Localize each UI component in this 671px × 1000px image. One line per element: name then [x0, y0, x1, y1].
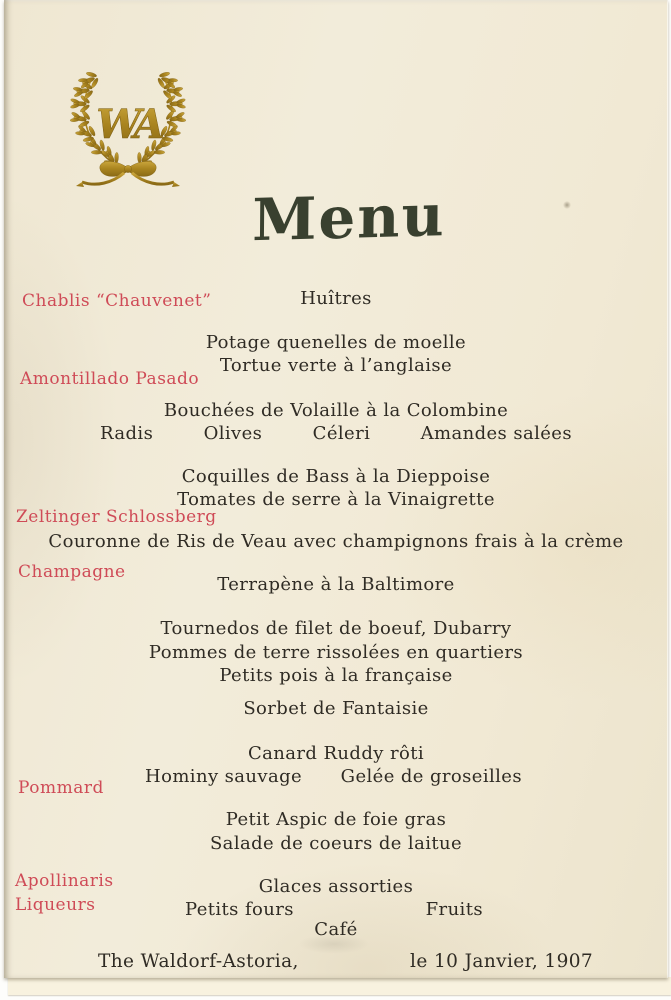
menu-item-bouchees: Bouchées de Volaille à la Colombine: [163, 400, 509, 421]
wine-label-amontillado: Amontillado Pasado: [20, 369, 200, 389]
menu-item-amandes: Amandes salées: [420, 423, 572, 444]
menu-item-tortue: Tortue verte à l’anglaise: [219, 355, 453, 376]
menu-card: [4, 0, 668, 978]
menu-item-tournedos: Tournedos de filet de boeuf, Dubarry: [160, 618, 512, 639]
relishes-row: [100, 424, 572, 443]
menu-item-canard: Canard Ruddy rôti: [248, 743, 424, 764]
menu-item-hominy: Hominy sauvage: [145, 766, 303, 787]
ribbon-bow-icon: [76, 161, 180, 187]
wine-label-zeltinger: Zeltinger Schlossberg: [16, 507, 217, 527]
menu-item-sorbet: Sorbet de Fantaisie: [243, 698, 429, 719]
under-page-edge: [8, 977, 671, 995]
monogram-text: WA: [96, 101, 160, 148]
menu-item-radis: Radis: [100, 423, 154, 444]
menu-item-gelee: Gelée de groseilles: [340, 766, 522, 787]
menu-item-petits-pois: Petits pois à la française: [219, 665, 453, 686]
wine-label-apollinaris: Apollinaris: [15, 871, 114, 891]
menu-title: Menu: [251, 181, 446, 255]
menu-item-coquilles: Coquilles de Bass à la Dieppoise: [181, 466, 491, 487]
sweets-row: [185, 900, 483, 919]
wine-label-chablis: Chablis “Chauvenet”: [22, 291, 212, 311]
menu-item-potage: Potage quenelles de moelle: [205, 332, 467, 353]
menu-item-tomates: Tomates de serre à la Vinaigrette: [177, 489, 495, 510]
menu-item-olives: Olives: [203, 423, 263, 444]
menu-item-petits-fours: Petits fours: [185, 899, 294, 920]
menu-item-aspic: Petit Aspic de foie gras: [225, 809, 447, 830]
footer-date: le 10 Janvier, 1907: [410, 951, 594, 972]
menu-item-fruits: Fruits: [425, 899, 483, 920]
menu-item-celeri: Céleri: [312, 423, 371, 444]
menu-item-cafe: Café: [314, 919, 358, 940]
menu-item-couronne: Couronne de Ris de Veau avec champignons frais à la crème: [48, 531, 624, 552]
wine-label-pommard: Pommard: [18, 778, 104, 798]
menu-item-pommes: Pommes de terre rissolées en quartiers: [148, 642, 524, 663]
laurel-wreath-crest-icon: [50, 50, 206, 192]
menu-item-glaces: Glaces assorties: [258, 876, 414, 897]
duck-sides-row: [145, 767, 522, 786]
wine-label-champagne: Champagne: [18, 562, 126, 582]
wine-label-liqueurs: Liqueurs: [15, 895, 96, 915]
menu-item-terrapene: Terrapène à la Baltimore: [217, 574, 455, 595]
menu-item-salade: Salade de coeurs de laitue: [209, 833, 463, 854]
menu-item-huitres: Huîtres: [300, 288, 372, 309]
footer-venue: The Waldorf-Astoria,: [98, 951, 299, 972]
